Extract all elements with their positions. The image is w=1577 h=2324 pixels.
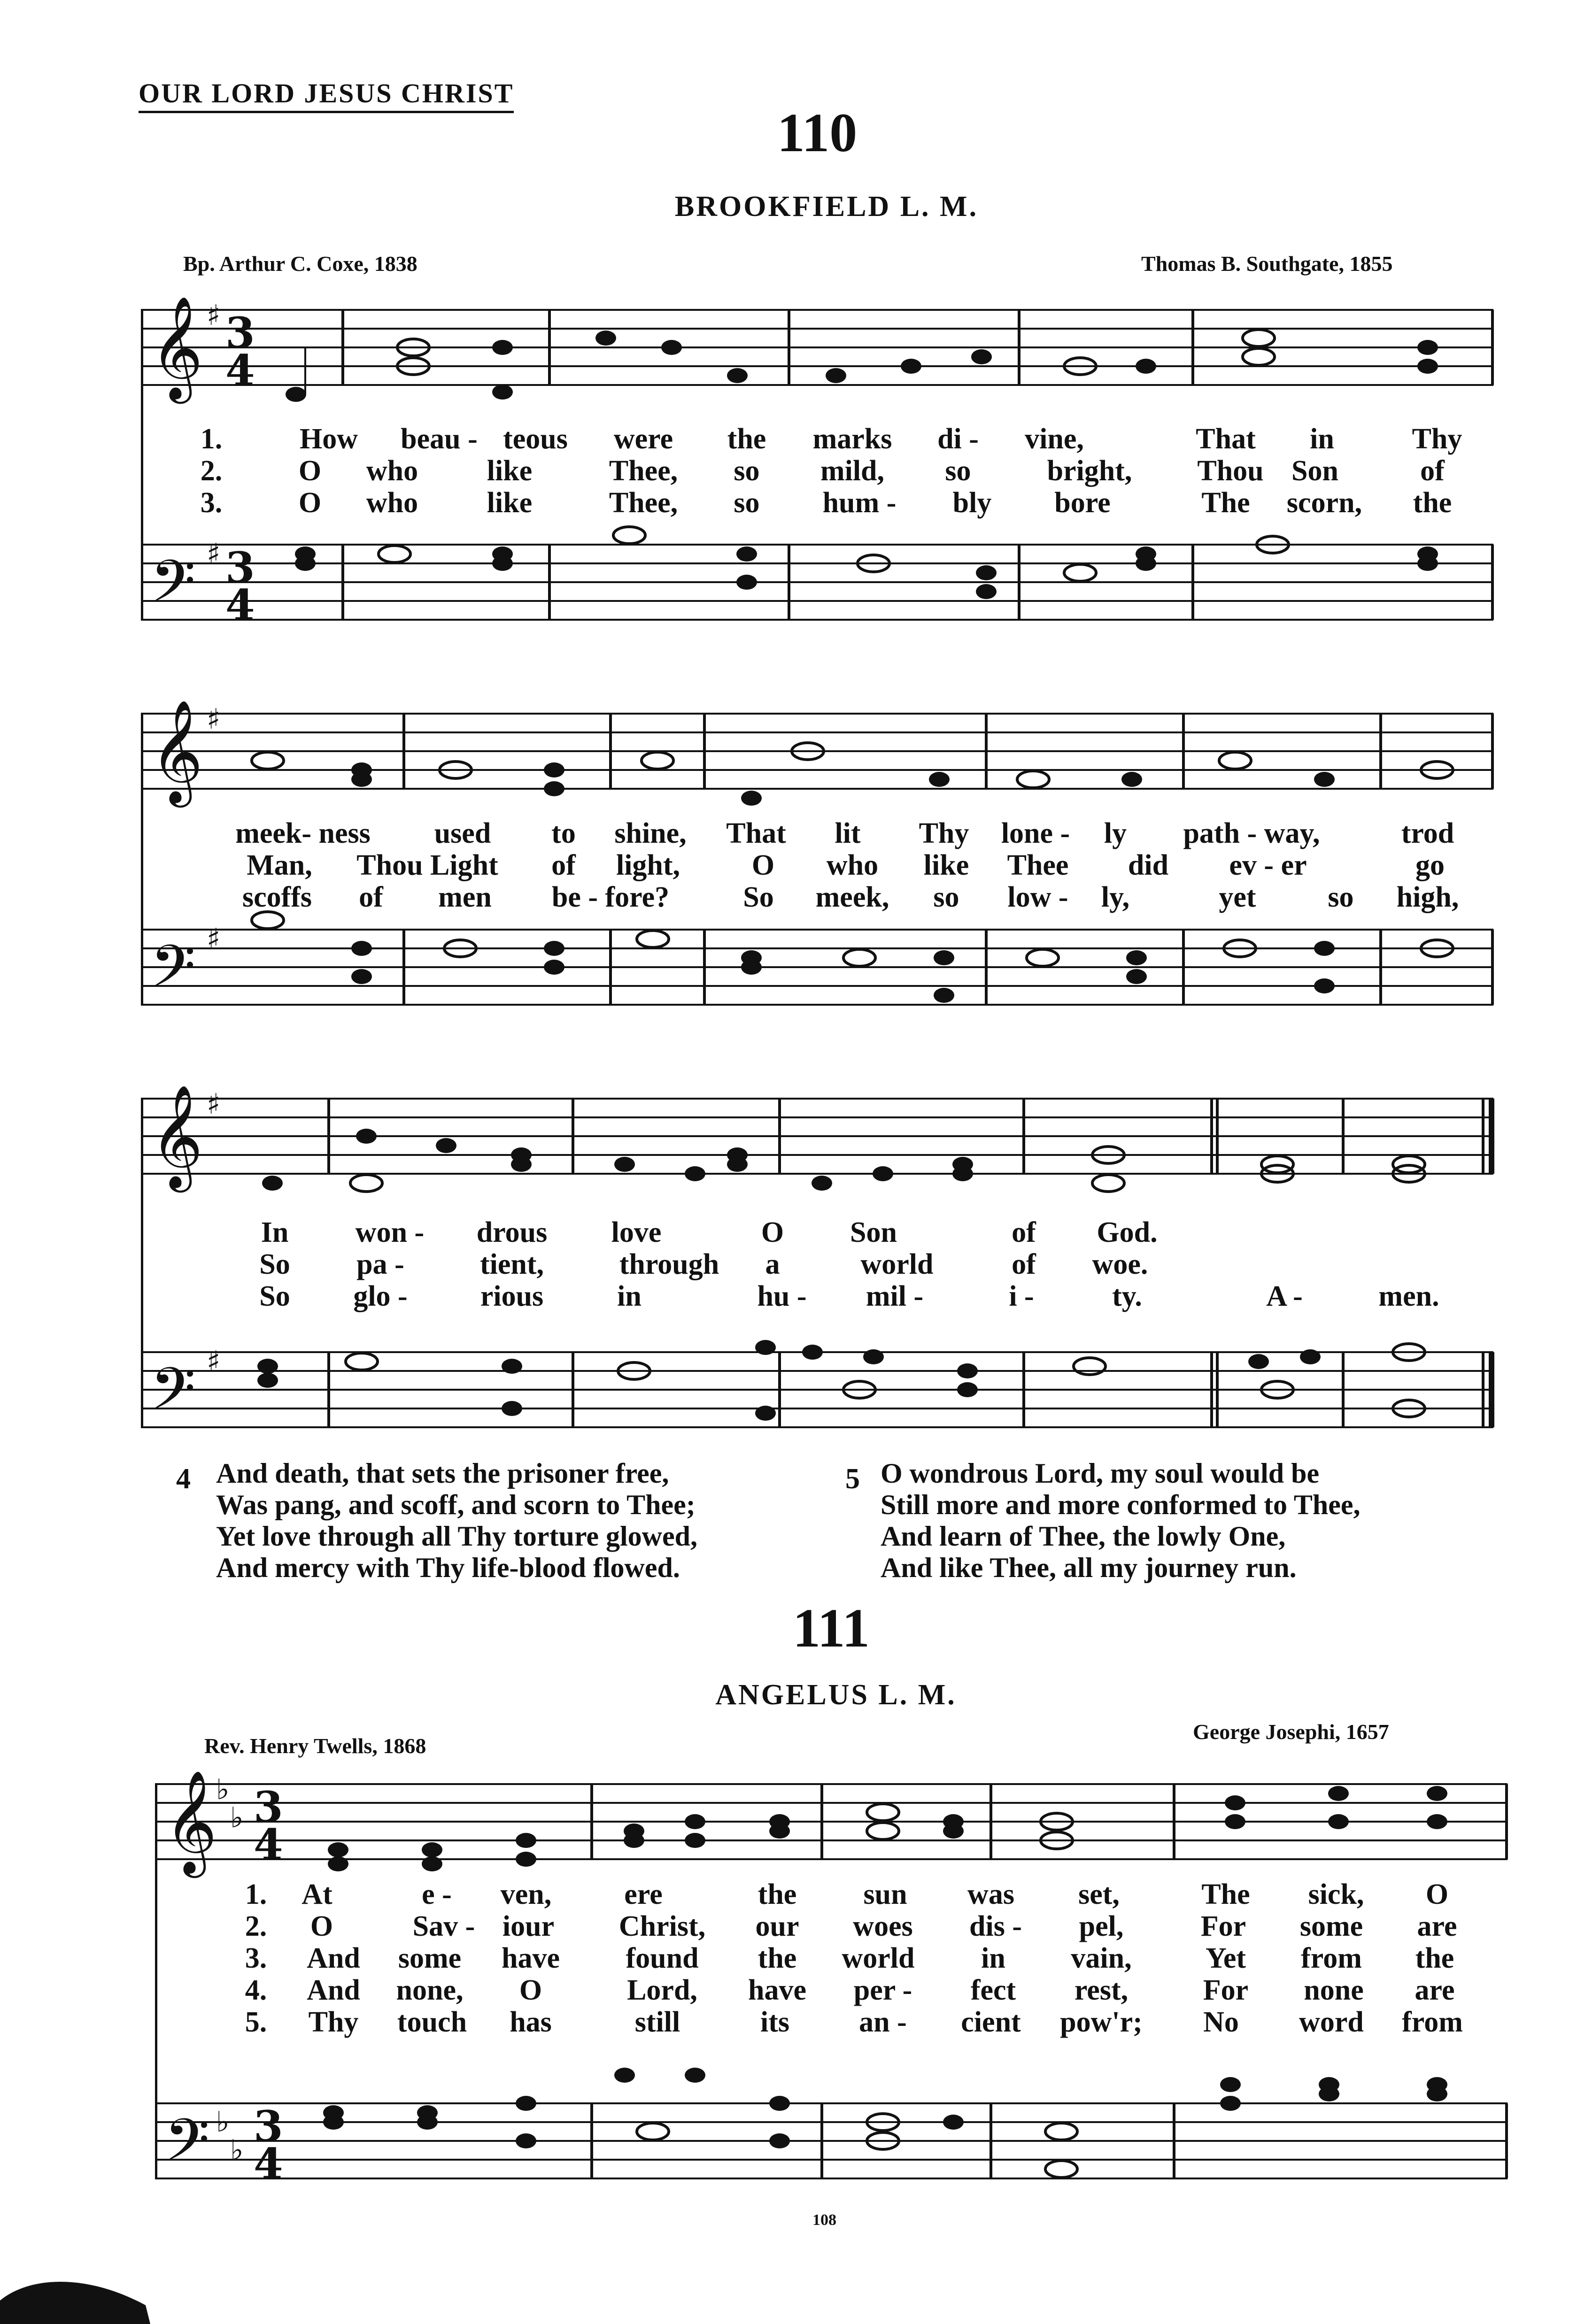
hymn-111-author: Rev. Henry Twells, 1868 [204, 1734, 426, 1758]
verse-number: 3. [245, 1942, 267, 1974]
lyric-syllable: still [634, 2006, 680, 2038]
lyric-syllable: For [1200, 1910, 1246, 1942]
lyric-syllable: tient, [479, 1248, 544, 1280]
svg-text:𝄢: 𝄢 [164, 2107, 210, 2188]
lyric-syllable: high, [1396, 881, 1459, 913]
lyric-syllable: are [1417, 1910, 1457, 1942]
svg-text:♯: ♯ [207, 538, 221, 570]
lyric-syllable: fect [970, 1974, 1016, 2006]
lyric-syllable: world [842, 1942, 915, 1974]
lyric-syllable: world [860, 1248, 934, 1280]
lyric-syllable: none [1304, 1974, 1364, 2006]
lyric-syllable: How [300, 423, 358, 455]
lyric-syllable: so [734, 487, 760, 519]
lyric-syllable: mild, [820, 455, 885, 487]
lyric-syllable: pow'r; [1060, 2006, 1143, 2038]
hymn-110-number: 110 [777, 102, 858, 163]
lyric-syllable: bly [952, 487, 992, 519]
lyric-syllable: some [398, 1942, 462, 1974]
lyric-syllable: For [1203, 1974, 1249, 2006]
hymn-110-s3-verse-1 [0, 1216, 1577, 1249]
svg-text:♭: ♭ [216, 2106, 230, 2139]
lyric-syllable: lit [835, 817, 861, 849]
svg-text:𝄞: 𝄞 [150, 295, 203, 399]
lyric-syllable: mil - [866, 1280, 924, 1312]
stanza-line: And learn of Thee, the lowly One, [881, 1521, 1286, 1552]
lyric-syllable: God. [1097, 1216, 1158, 1248]
svg-text:4: 4 [254, 1820, 283, 1870]
lyric-syllable: Thou [1197, 455, 1264, 487]
lyric-syllable: won - [355, 1216, 425, 1248]
svg-text:3: 3 [254, 2101, 283, 2151]
svg-text:♭: ♭ [230, 1801, 244, 1834]
svg-text:♯: ♯ [207, 299, 221, 332]
verse-number: 1. [200, 423, 223, 455]
lyric-syllable: drous [476, 1216, 548, 1248]
hymn-111-verse-4 [0, 1974, 1577, 2007]
lyric-syllable: O [298, 487, 322, 519]
svg-text:𝄞: 𝄞 [150, 1085, 203, 1188]
lyric-syllable: teous [503, 423, 568, 455]
lyric-syllable: Christ, [618, 1910, 706, 1942]
lyric-syllable: are [1415, 1974, 1455, 2006]
lyric-syllable: ere [624, 1878, 663, 1910]
lyric-syllable: Thy [308, 2006, 359, 2038]
lyric-syllable: ev - er [1229, 849, 1307, 881]
lyric-syllable: O [761, 1216, 784, 1248]
lyric-syllable: through [619, 1248, 719, 1280]
stanza-line: Was pang, and scoff, and scorn to Thee; [216, 1489, 696, 1520]
lyric-syllable: used [434, 817, 491, 849]
lyric-syllable: from [1301, 1942, 1362, 1974]
stanza-5-number: 5 [845, 1463, 860, 1495]
lyric-syllable: in [1310, 423, 1334, 455]
lyric-syllable: Thee, [609, 455, 678, 487]
svg-text:♯: ♯ [207, 1088, 221, 1121]
svg-text:𝄞: 𝄞 [164, 1770, 217, 1873]
lyric-syllable: Yet [1205, 1942, 1246, 1974]
stanza-4-text [216, 1458, 836, 1584]
lyric-syllable: i - [1009, 1280, 1034, 1312]
hymn-110-s2-verse-3 [0, 881, 1577, 914]
lyric-syllable: O [519, 1974, 542, 2006]
lyric-syllable: of [551, 849, 576, 881]
lyric-syllable: rest, [1074, 1974, 1129, 2006]
lyric-syllable: of [359, 881, 383, 913]
lyric-syllable: light, [616, 849, 680, 881]
lyric-syllable: beau - [401, 423, 478, 455]
svg-text:3: 3 [225, 308, 255, 358]
lyric-syllable: to [551, 817, 576, 849]
stanza-5-text [881, 1458, 1510, 1584]
hymn-110-s1-verse-3 [0, 486, 1577, 519]
lyric-syllable: the [1415, 1942, 1454, 1974]
svg-text:𝄢: 𝄢 [150, 548, 196, 630]
lyric-syllable: Thee, [609, 487, 678, 519]
lyric-syllable: the [727, 423, 766, 455]
lyric-syllable: bright, [1047, 455, 1132, 487]
svg-text:𝄢: 𝄢 [150, 933, 196, 1015]
lyric-syllable: So [743, 881, 774, 913]
lyric-syllable: so [1328, 881, 1354, 913]
lyric-syllable: hum - [822, 487, 897, 519]
lyric-syllable: Thy [1412, 423, 1462, 455]
lyric-syllable: men. [1378, 1280, 1439, 1312]
lyric-syllable: That [1196, 423, 1256, 455]
lyric-syllable: so [945, 455, 971, 487]
lyric-syllable: pel, [1079, 1910, 1124, 1942]
lyric-syllable: marks [812, 423, 892, 455]
lyric-syllable: none, [396, 1974, 464, 2006]
lyric-syllable: men [438, 881, 492, 913]
lyric-syllable: And [307, 1942, 360, 1974]
lyric-syllable: So [259, 1248, 290, 1280]
lyric-syllable: di - [937, 423, 979, 455]
verse-number: 2. [200, 455, 223, 487]
hymn-111-verse-3 [0, 1942, 1577, 1975]
lyric-syllable: rious [480, 1280, 544, 1312]
lyric-syllable: did [1128, 849, 1169, 881]
lyric-syllable: ven, [500, 1878, 552, 1910]
lyric-syllable: the [1413, 487, 1452, 519]
lyric-syllable: hu - [757, 1280, 807, 1312]
lyric-syllable: found [626, 1942, 699, 1974]
verse-number: 2. [245, 1910, 267, 1942]
hymn-110-s1-verse-2 [0, 454, 1577, 487]
lyric-syllable: touch [397, 2006, 467, 2038]
lyric-syllable: In [261, 1216, 289, 1248]
svg-text:♭: ♭ [230, 2134, 244, 2167]
hymn-111-verse-1 [0, 1878, 1577, 1911]
stanza-4-number: 4 [176, 1463, 191, 1495]
lyric-syllable: The [1201, 487, 1250, 519]
lyric-syllable: the [758, 1942, 797, 1974]
lyric-syllable: have [502, 1942, 560, 1974]
lyric-syllable: scoffs [242, 881, 312, 913]
lyric-syllable: O [751, 849, 775, 881]
lyric-syllable: a [765, 1248, 780, 1280]
svg-text:4: 4 [225, 346, 255, 395]
hymn-111-number: 111 [793, 1597, 870, 1659]
lyric-syllable: sun [863, 1878, 907, 1910]
svg-text:𝄢: 𝄢 [150, 1355, 196, 1432]
stanza-line: And like Thee, all my journey run. [881, 1552, 1297, 1583]
lyric-syllable: of [1420, 455, 1445, 487]
hymn-110-s2-verse-1 [0, 817, 1577, 850]
lyric-syllable: trod [1401, 817, 1454, 849]
lyric-syllable: Son [850, 1216, 897, 1248]
lyric-syllable: were [613, 423, 673, 455]
stanza-line: O wondrous Lord, my soul would be [881, 1458, 1320, 1489]
hymn-110-s1-verse-1 [0, 423, 1577, 455]
lyric-syllable: vain, [1071, 1942, 1132, 1974]
lyric-syllable: from [1402, 2006, 1463, 2038]
hymn-110-s2-verse-2 [0, 849, 1577, 882]
lyric-syllable: O [1425, 1878, 1449, 1910]
lyric-syllable: per - [853, 1974, 912, 2006]
svg-text:4: 4 [254, 2139, 283, 2188]
lyric-syllable: in [617, 1280, 642, 1312]
lyric-syllable: bore [1054, 487, 1111, 519]
lyric-syllable: ly [1104, 817, 1127, 849]
svg-text:♯: ♯ [207, 703, 221, 736]
lyric-syllable: have [748, 1974, 806, 2006]
hymn-110-author: Bp. Arthur C. Coxe, 1838 [183, 252, 417, 276]
lyric-syllable: be - fore? [551, 881, 670, 913]
lyric-syllable: so [734, 455, 760, 487]
lyric-syllable: has [510, 2006, 552, 2038]
lyric-syllable: At [301, 1878, 332, 1910]
lyric-syllable: vine, [1025, 423, 1084, 455]
lyric-syllable: And [307, 1974, 360, 2006]
lyric-syllable: was [967, 1878, 1014, 1910]
svg-text:♯: ♯ [207, 1345, 221, 1378]
lyric-syllable: O [310, 1910, 333, 1942]
lyric-syllable: Sav - [412, 1910, 475, 1942]
lyric-syllable: Thy [919, 817, 969, 849]
page-folio: 108 [812, 2211, 836, 2229]
svg-text:3: 3 [254, 1782, 283, 1832]
lyric-syllable: meek- ness [235, 817, 371, 849]
lyric-syllable: woe. [1092, 1248, 1148, 1280]
lyric-syllable: our [755, 1910, 799, 1942]
lyric-syllable: woes [853, 1910, 913, 1942]
lyric-syllable: in [981, 1942, 1005, 1974]
lyric-syllable: shine, [614, 817, 687, 849]
svg-text:♯: ♯ [207, 923, 221, 955]
lyric-syllable: low - [1007, 881, 1068, 913]
lyric-syllable: Lord, [627, 1974, 697, 2006]
lyric-syllable: of [1012, 1216, 1036, 1248]
lyric-syllable: ly, [1101, 881, 1130, 913]
hymn-111-tune-name: ANGELUS L. M. [715, 1679, 957, 1711]
ink-blot-shape [0, 2249, 150, 2324]
lyric-syllable: path - way, [1183, 817, 1320, 849]
svg-text:♭: ♭ [216, 1773, 230, 1806]
lyric-syllable: e - [422, 1878, 452, 1910]
hymn-111-composer: George Josephi, 1657 [1193, 1720, 1389, 1744]
lyric-syllable: like [923, 849, 969, 881]
lyric-syllable: Thou Light [356, 849, 498, 881]
lyric-syllable: A - [1266, 1280, 1303, 1312]
lyric-syllable: cient [961, 2006, 1021, 2038]
lyric-syllable: love [611, 1216, 662, 1248]
lyric-syllable: the [758, 1878, 797, 1910]
lyric-syllable: so [933, 881, 959, 913]
svg-text:4: 4 [225, 580, 255, 630]
verse-number: 1. [245, 1878, 267, 1910]
lyric-syllable: O [298, 455, 322, 487]
hymn-110-s3-verse-3 [0, 1280, 1577, 1313]
svg-text:𝄞: 𝄞 [150, 699, 203, 803]
stanza-line: And death, that sets the prisoner free, [216, 1458, 669, 1489]
lyric-syllable: sick, [1308, 1878, 1364, 1910]
lyric-syllable: word [1299, 2006, 1364, 2038]
section-heading: OUR LORD JESUS CHRIST [139, 77, 514, 113]
lyric-syllable: set, [1078, 1878, 1120, 1910]
lyric-syllable: of [1012, 1248, 1036, 1280]
lyric-syllable: who [826, 849, 879, 881]
lyric-syllable: an - [859, 2006, 907, 2038]
lyric-syllable: That [726, 817, 786, 849]
lyric-syllable: No [1203, 2006, 1239, 2038]
verse-number: 4. [245, 1974, 267, 2006]
lyric-syllable: glo - [353, 1280, 408, 1312]
lyric-syllable: lone - [1001, 817, 1070, 849]
lyric-syllable: its [760, 2006, 789, 2038]
hymn-110-s3-verse-2 [0, 1248, 1577, 1281]
lyric-syllable: some [1299, 1910, 1363, 1942]
hymn-110-composer: Thomas B. Southgate, 1855 [1141, 252, 1393, 276]
stanza-line: Yet love through all Thy torture glowed, [216, 1521, 698, 1552]
hymn-111-verse-2 [0, 1910, 1577, 1943]
lyric-syllable: Thee [1007, 849, 1069, 881]
lyric-syllable: meek, [815, 881, 889, 913]
lyric-syllable: So [259, 1280, 290, 1312]
lyric-syllable: yet [1219, 881, 1256, 913]
stanza-line: And mercy with Thy life-blood flowed. [216, 1552, 680, 1583]
hymn-111-verse-5 [0, 2006, 1577, 2039]
verse-number: 3. [200, 487, 223, 519]
verse-number: 5. [245, 2006, 267, 2038]
lyric-syllable: who [366, 487, 418, 519]
lyric-syllable: like [487, 487, 533, 519]
lyric-syllable: dis - [969, 1910, 1022, 1942]
lyric-syllable: scorn, [1286, 487, 1362, 519]
lyric-syllable: who [366, 455, 418, 487]
hymn-110-tune-name: BROOKFIELD L. M. [674, 191, 979, 223]
lyric-syllable: Man, [247, 849, 312, 881]
lyric-syllable: iour [502, 1910, 555, 1942]
svg-text:3: 3 [225, 543, 255, 593]
stanza-line: Still more and more conformed to Thee, [881, 1489, 1361, 1520]
lyric-syllable: ty. [1112, 1280, 1142, 1312]
lyric-syllable: Son [1291, 455, 1338, 487]
lyric-syllable: The [1201, 1878, 1250, 1910]
lyric-syllable: go [1415, 849, 1445, 881]
lyric-syllable: like [487, 455, 533, 487]
lyric-syllable: pa - [356, 1248, 404, 1280]
